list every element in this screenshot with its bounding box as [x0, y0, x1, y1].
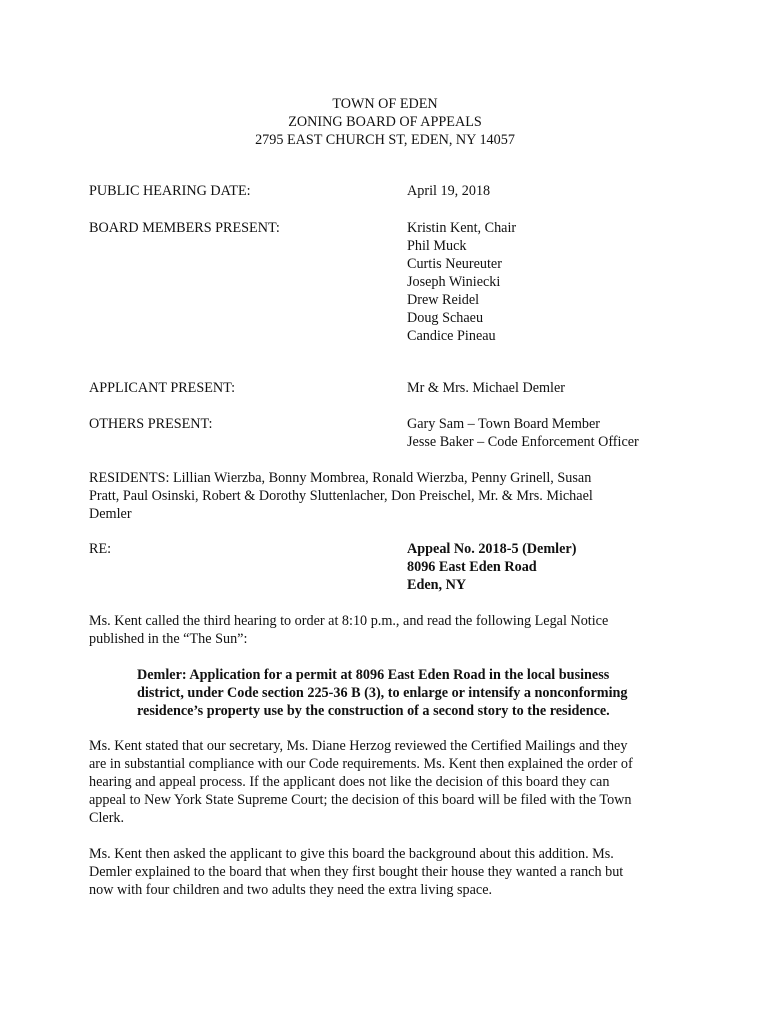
- intro-line: published in the “The Sun”:: [89, 631, 248, 647]
- hearing-date-value: April 19, 2018: [407, 183, 491, 199]
- header-town: TOWN OF EDEN: [332, 96, 438, 112]
- board-member: Kristin Kent, Chair: [407, 220, 517, 236]
- residents-paragraph: [89, 469, 689, 523]
- document-header: [0, 95, 770, 149]
- paragraph-line: are in substantial compliance with our Code requirements. Ms. Kent then explained the order of: [89, 756, 633, 772]
- board-members-list: [407, 219, 516, 345]
- legal-notice: [137, 666, 677, 720]
- notice-line: district, under Code section 225-36 B (3), to enlarge or intensify a nonconforming: [137, 685, 628, 701]
- notice-line: Demler: Application for a permit at 8096 East Eden Road in the local business: [137, 667, 610, 683]
- board-member: Curtis Neureuter: [407, 256, 502, 272]
- hearing-date-label: PUBLIC HEARING DATE:: [89, 183, 251, 199]
- background-paragraph: [89, 845, 689, 899]
- header-board: ZONING BOARD OF APPEALS: [288, 114, 482, 130]
- board-member: Phil Muck: [407, 238, 467, 254]
- residents-line: Pratt, Paul Osinski, Robert & Dorothy Sluttenlacher, Don Preischel, Mr. & Mrs. Michael: [89, 488, 593, 504]
- paragraph-line: Ms. Kent stated that our secretary, Ms. Diane Herzog reviewed the Certified Mailings and they: [89, 738, 628, 754]
- paragraph-line: Ms. Kent then asked the applicant to give this board the background about this addition. Ms.: [89, 846, 614, 862]
- paragraph-line: appeal to New York State Supreme Court; the decision of this board will be filed with the Town: [89, 792, 632, 808]
- paragraph-line: Clerk.: [89, 810, 125, 826]
- notice-line: residence’s property use by the construction of a second story to the residence.: [137, 703, 610, 719]
- compliance-paragraph: [89, 737, 689, 827]
- board-member: Joseph Winiecki: [407, 274, 501, 290]
- others-label: OTHERS PRESENT:: [89, 416, 213, 432]
- re-appeal-number: Appeal No. 2018-5 (Demler): [407, 541, 577, 557]
- applicant-label: APPLICANT PRESENT:: [89, 380, 236, 396]
- others-list: [407, 415, 639, 451]
- re-label: RE:: [89, 541, 112, 557]
- re-street: 8096 East Eden Road: [407, 559, 537, 575]
- intro-line: Ms. Kent called the third hearing to order at 8:10 p.m., and read the following Legal Notice: [89, 613, 609, 629]
- board-member: Doug Schaeu: [407, 310, 484, 326]
- board-members-label: BOARD MEMBERS PRESENT:: [89, 220, 280, 236]
- intro-paragraph: [89, 612, 689, 648]
- header-address: 2795 EAST CHURCH ST, EDEN, NY 14057: [255, 132, 515, 148]
- other-person: Jesse Baker – Code Enforcement Officer: [407, 434, 639, 450]
- re-details: [407, 540, 576, 594]
- paragraph-line: hearing and appeal process. If the applicant does not like the decision of this board they can: [89, 774, 610, 790]
- applicant-value: Mr & Mrs. Michael Demler: [407, 380, 565, 396]
- board-member: Drew Reidel: [407, 292, 480, 308]
- re-city: Eden, NY: [407, 577, 467, 593]
- paragraph-line: Demler explained to the board that when they first bought their house they wanted a ranch but: [89, 864, 624, 880]
- board-member: Candice Pineau: [407, 328, 496, 344]
- residents-line: Demler: [89, 506, 132, 522]
- residents-line: RESIDENTS: Lillian Wierzba, Bonny Mombrea, Ronald Wierzba, Penny Grinell, Susan: [89, 470, 592, 486]
- paragraph-line: now with four children and two adults they need the extra living space.: [89, 882, 493, 898]
- other-person: Gary Sam – Town Board Member: [407, 416, 600, 432]
